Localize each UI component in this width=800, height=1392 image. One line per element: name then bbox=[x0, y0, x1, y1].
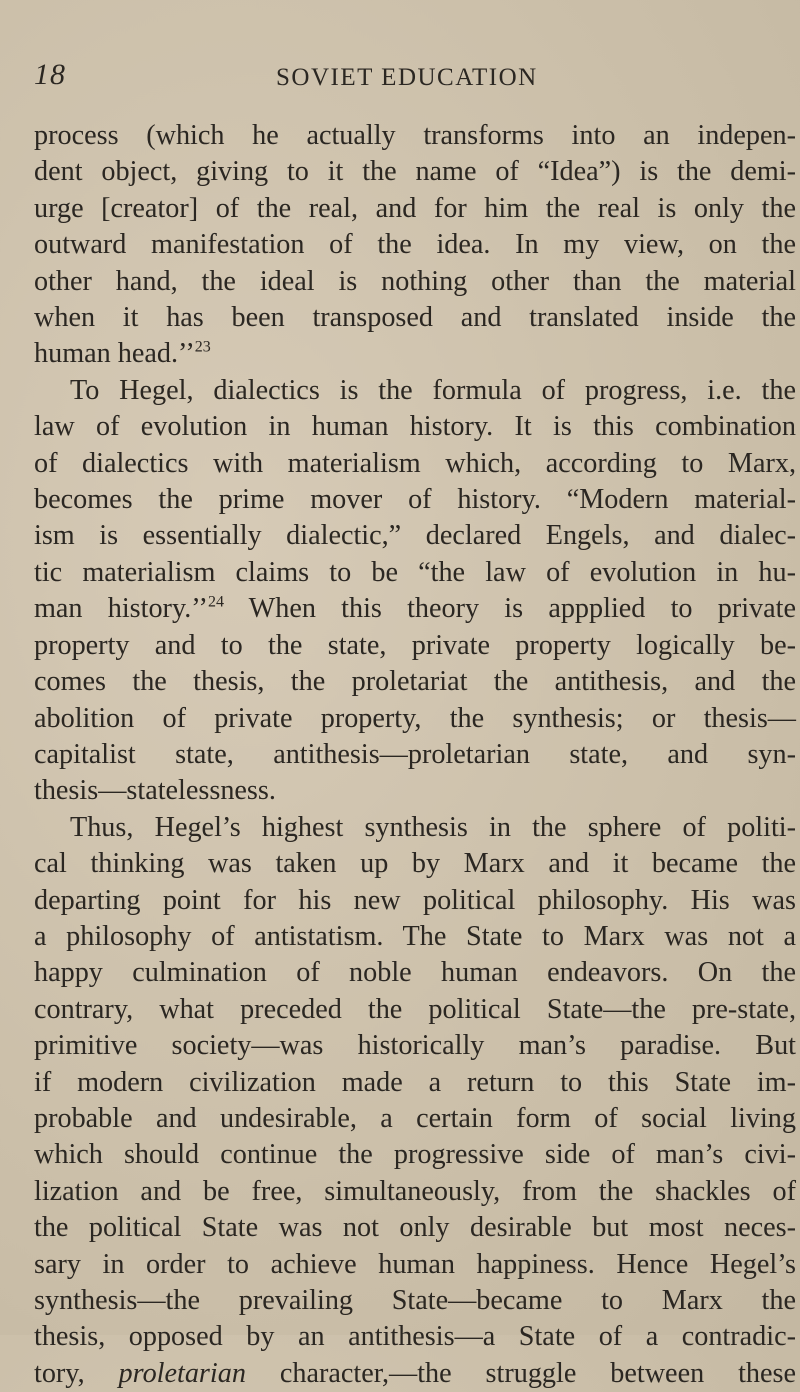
text-line: happy culmination of noble human endeavors. On the bbox=[34, 957, 796, 989]
text-line: dent object, giving to it the name of “Idea”) is the demi- bbox=[34, 156, 796, 188]
text-line: when it has been transposed and translated inside the bbox=[34, 302, 796, 334]
text-line: lization and be free, simultaneously, from the shackles of bbox=[34, 1175, 796, 1207]
text-line: tic materialism claims to be “the law of evolution in hu- bbox=[34, 556, 796, 588]
page-header bbox=[34, 58, 780, 98]
text-line: abolition of private property, the synthesis; or thesis— bbox=[34, 702, 796, 734]
text-line: thesis, opposed by an antithesis—a State of a contradic- bbox=[34, 1321, 796, 1353]
text-line: thesis—statelessness. bbox=[34, 775, 276, 807]
text-line: cal thinking was taken up by Marx and it became the bbox=[34, 848, 796, 880]
text-line: primitive society—was historically man’s paradise. But bbox=[34, 1030, 796, 1062]
text-line: process (which he actually transforms into an indepen- bbox=[34, 120, 796, 151]
text-line: comes the thesis, the proletariat the antithesis, and the bbox=[34, 666, 796, 698]
text-line: other hand, the ideal is nothing other than the material bbox=[34, 265, 796, 297]
text-line: human head.’’$^{23}$ bbox=[34, 338, 211, 370]
text-line: Thus, Hegel’s highest synthesis in the sphere of politi- bbox=[70, 811, 796, 843]
text-line: tory, proletarian character,—the struggle between these bbox=[34, 1357, 797, 1389]
text-line: To Hegel, dialectics is the formula of progress, i.e. the bbox=[70, 374, 796, 406]
text-line: property and to the state, private property logically be- bbox=[34, 629, 796, 661]
text-line: departing point for his new political philosophy. His was bbox=[34, 884, 796, 916]
text-line: the political State was not only desirable but most neces- bbox=[34, 1212, 796, 1244]
page-number: 18 bbox=[34, 58, 66, 91]
running-title: SOVIET EDUCATION bbox=[276, 64, 538, 91]
text-line: law of evolution in human history. It is this combination bbox=[34, 411, 796, 443]
text-line: capitalist state, antithesis—proletarian state, and syn- bbox=[34, 738, 796, 770]
text-line: a philosophy of antistatism. The State to Marx was not a bbox=[34, 920, 796, 952]
text-line: which should continue the progressive side of man’s civi- bbox=[34, 1139, 796, 1171]
text-line: probable and undesirable, a certain form of social living bbox=[34, 1102, 796, 1134]
text-line: ism is essentially dialectic,” declared Engels, and dialec- bbox=[34, 520, 796, 552]
body-text bbox=[34, 118, 796, 1392]
text-line: contrary, what preceded the political State—the pre-state, bbox=[34, 993, 796, 1025]
text-line: man history.’’$^{24}$ When this theory is appplied to private bbox=[34, 593, 796, 625]
text-line: urge [creator] of the real, and for him the real is only the bbox=[34, 192, 796, 224]
text-line: sary in order to achieve human happiness. Hence Hegel’s bbox=[34, 1248, 796, 1280]
text-line: synthesis—the prevailing State—became to Marx the bbox=[34, 1285, 796, 1316]
text-line: of dialectics with materialism which, according to Marx, bbox=[34, 447, 796, 479]
text-line: outward manifestation of the idea. In my view, on the bbox=[34, 229, 796, 261]
text-line: becomes the prime mover of history. “Modern material- bbox=[34, 484, 796, 516]
text-line: if modern civilization made a return to this State im- bbox=[34, 1066, 796, 1098]
